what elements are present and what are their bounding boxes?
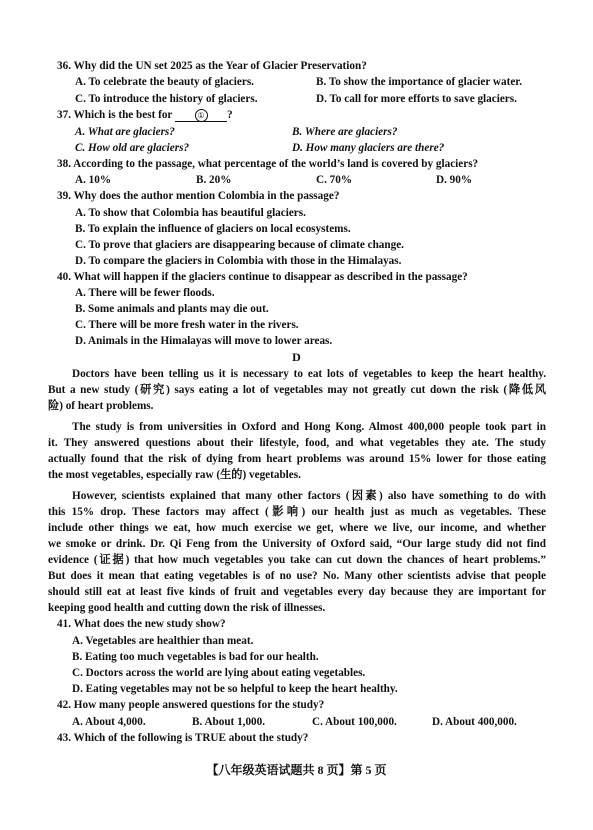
passage-line-1: Doctors have been telling us it is necessary to eat lots of vegetables to keep the heart healthy.: [72, 368, 546, 380]
q41-option-c: C. Doctors across the world are lying about eating vegetables.: [72, 667, 366, 679]
passage-line-15: keeping good health and cutting down the risk of illnesses.: [48, 602, 326, 614]
page-footer: 【八年级英语试题共 8 页】第 5 页: [206, 763, 387, 777]
q39-option-c: C. To prove that glaciers are disappearing because of climate change.: [75, 239, 404, 251]
q41-option-b: B. Eating too much vegetables is bad for our health.: [72, 651, 319, 663]
q41-stem: 41. What does the new study show?: [57, 618, 226, 630]
q42-option-b: B. About 1,000.: [192, 716, 266, 728]
passage-line-14: should still eat at least five kinds of fruit and vegetables every day because they are important for: [48, 586, 546, 598]
q39-stem: 39. Why does the author mention Colombia in the passage?: [57, 190, 340, 202]
q36-option-c: C. To introduce the history of glaciers.: [75, 93, 258, 105]
q41-option-d: D. Eating vegetables may not be so helpful to keep the heart healthy.: [72, 683, 398, 695]
q37-option-c: C. How old are glaciers?: [75, 142, 190, 154]
q36-option-d: D. To call for more efforts to save glaciers.: [316, 93, 517, 105]
passage-line-7: the most vegetables, especially raw (生的) vegetables.: [48, 469, 301, 481]
q37-option-d: D. How many glaciers are there?: [292, 142, 445, 154]
q39-option-a: A. To show that Colombia has beautiful glaciers.: [75, 207, 306, 219]
q43-stem: 43. Which of the following is TRUE about the study?: [57, 732, 309, 744]
passage-line-10: include other things we eat, how much exercise we get, where we live, our income, and whether: [48, 522, 546, 534]
passage-line-11: we smoke or drink. Dr. Qi Feng from the University of Oxford said, “Our large study did not find: [48, 538, 546, 550]
q36-option-a: A. To celebrate the beauty of glaciers.: [75, 76, 254, 88]
q37-stem-end: ?: [227, 109, 233, 121]
q42-option-d: D. About 400,000.: [432, 716, 517, 728]
q37-blank: [175, 109, 227, 122]
passage-line-12: evidence (证据) that how much vegetables you take can cut down the chances of heart problems.”: [48, 554, 546, 566]
passage-line-9: this 15% drop. These factors may affect (影响) our health just as much as vegetables. These: [48, 506, 546, 518]
q36-option-b: B. To show the importance of glacier water.: [316, 76, 523, 88]
passage-line-4: The study is from universities in Oxford and Hong Kong. Almost 400,000 people took part in: [72, 421, 546, 433]
q40-option-a: A. There will be fewer floods.: [75, 287, 215, 299]
q42-option-a: A. About 4,000.: [72, 716, 146, 728]
q42-option-c: C. About 100,000.: [312, 716, 397, 728]
section-d-heading: D: [292, 350, 301, 364]
q37-option-a: A. What are glaciers?: [75, 126, 175, 138]
q37-blank-mark: ①: [195, 109, 208, 122]
passage-line-5: it. They answered questions about their lifestyle, food, and what vegetables they ate. The study: [48, 437, 546, 449]
q37-stem: [57, 109, 233, 122]
q40-option-c: C. There will be more fresh water in the rivers.: [75, 319, 299, 331]
q42-stem: 42. How many people answered questions for the study?: [57, 699, 325, 711]
q40-option-d: D. Animals in the Himalayas will move to lower areas.: [75, 335, 333, 347]
q38-option-a: A. 10%: [75, 174, 112, 186]
q40-stem: 40. What will happen if the glaciers continue to disappear as described in the passage?: [57, 271, 468, 283]
passage-line-8: However, scientists explained that many other factors (因素) also have something to do with: [72, 490, 546, 502]
q36-stem: 36. Why did the UN set 2025 as the Year of Glacier Preservation?: [57, 60, 367, 72]
q37-option-b: B. Where are glaciers?: [292, 126, 398, 138]
q40-option-b: B. Some animals and plants may die out.: [75, 303, 269, 315]
q39-option-b: B. To explain the influence of glaciers on local ecosystems.: [75, 223, 351, 235]
passage-line-6: actually found that the risk of dying from heart problems was around 15% lower for those eating: [48, 453, 546, 465]
q38-option-b: B. 20%: [196, 174, 232, 186]
q38-option-c: C. 70%: [316, 174, 353, 186]
q39-option-d: D. To compare the glaciers in Colombia with those in the Himalayas.: [75, 255, 402, 267]
passage-line-13: But does it mean that eating vegetables is of no use? No. Many other scientists advise that people: [48, 570, 546, 582]
q37-stem-text: 37. Which is the best for: [57, 109, 173, 121]
passage-line-3: 险) of heart problems.: [48, 400, 154, 412]
passage-line-2: But a new study (研究) says eating a lot of vegetables may not greatly cut down the risk (降低风: [48, 384, 546, 396]
q41-option-a: A. Vegetables are healthier than meat.: [72, 635, 254, 647]
q38-stem: 38. According to the passage, what percentage of the world’s land is covered by glaciers?: [57, 158, 479, 170]
q38-option-d: D. 90%: [436, 174, 473, 186]
